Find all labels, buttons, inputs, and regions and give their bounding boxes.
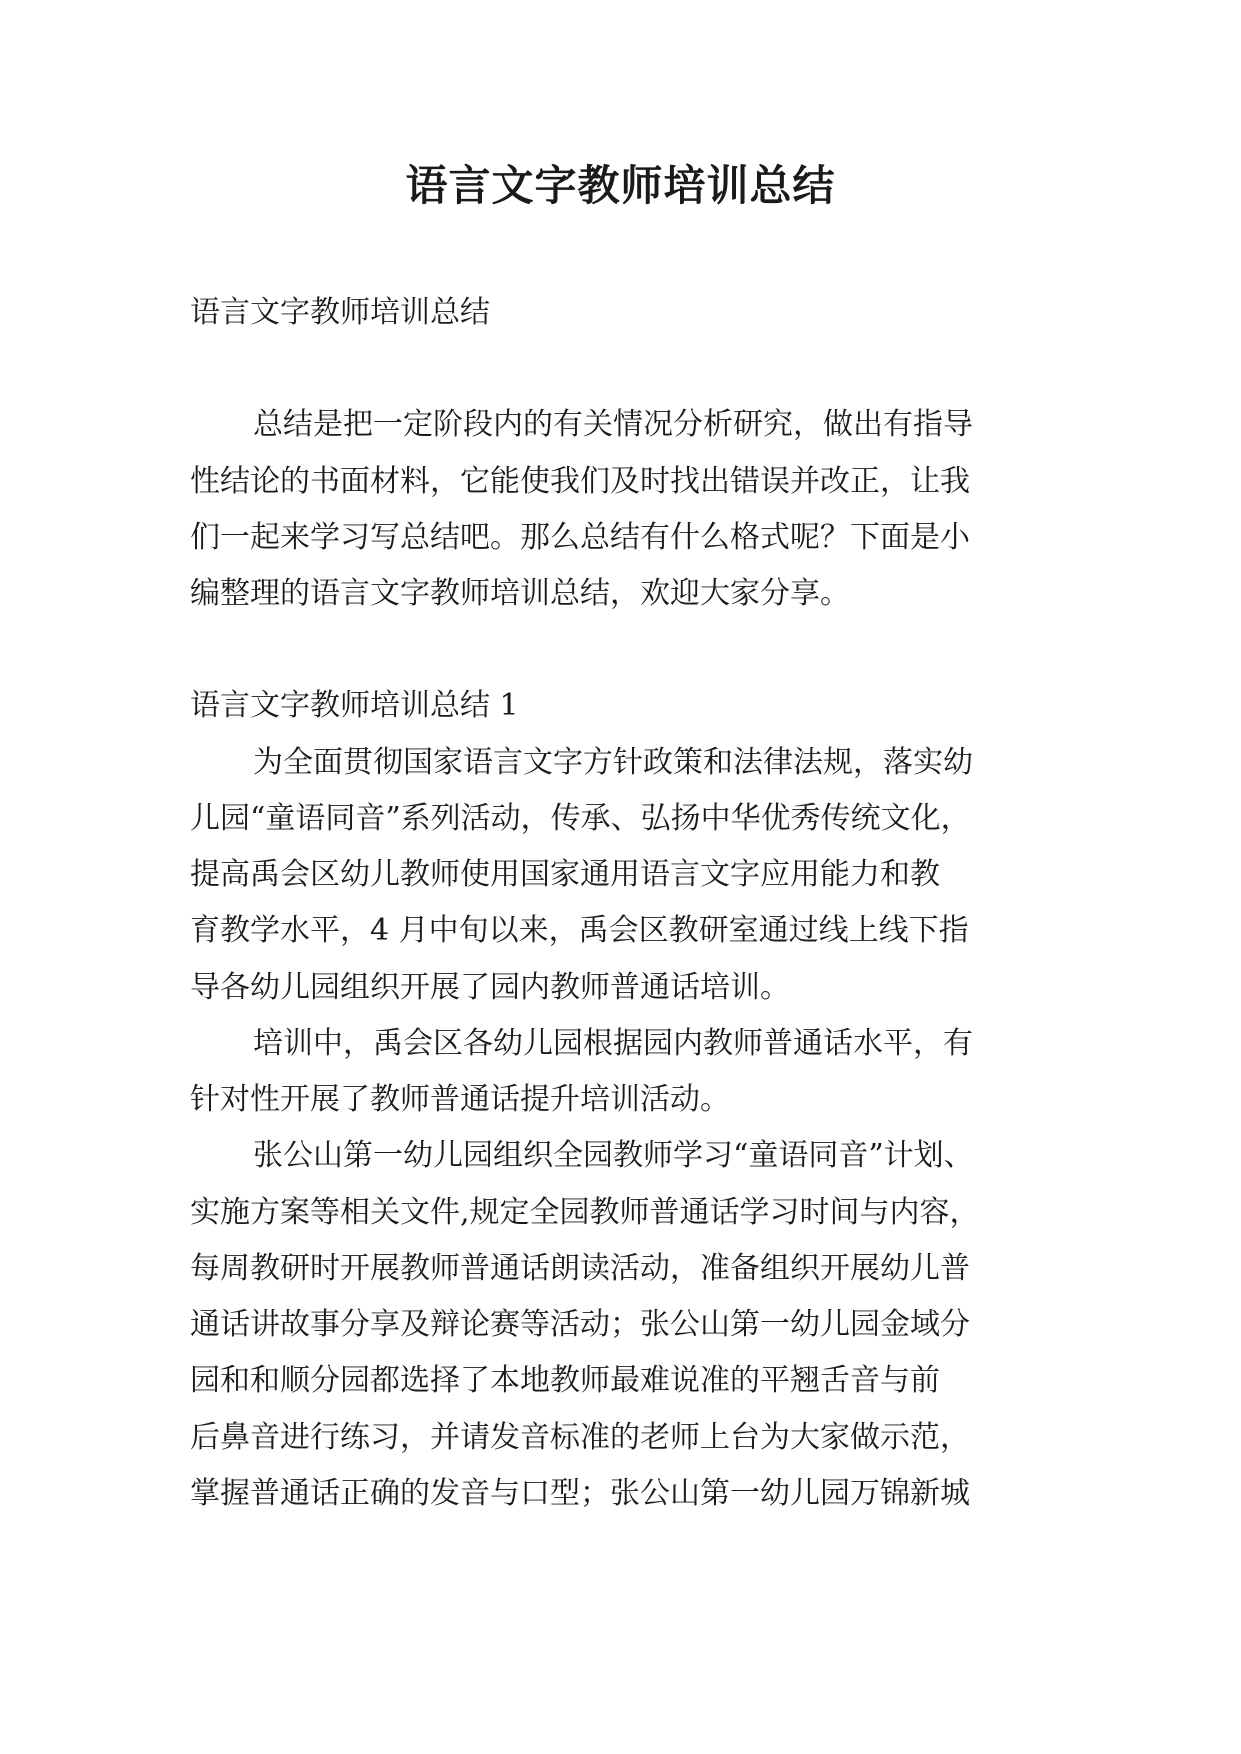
paragraph-line: 为全面贯彻国家语言文字方针政策和法律法规，落实幼 (253, 745, 973, 780)
intro-line: 性结论的书面材料，它能使我们及时找出错误并改正，让我 (190, 464, 970, 499)
document-title: 语言文字教师培训总结 (405, 161, 836, 210)
paragraph-line: 培训中，禹会区各幼儿园根据园内教师普通话水平，有 (253, 1026, 973, 1061)
paragraph-line: 每周教研时开展教师普通话朗读活动，准备组织开展幼儿普 (190, 1251, 970, 1286)
paragraph-line: 育教学水平，4 月中旬以来，禹会区教研室通过线上线下指 (190, 913, 969, 948)
paragraph-line: 园和和顺分园都选择了本地教师最难说准的平翘舌音与前 (190, 1363, 940, 1398)
paragraph-line: 儿园“童语同音”系列活动，传承、弘扬中华优秀传统文化， (190, 801, 971, 836)
intro-line: 编整理的语言文字教师培训总结，欢迎大家分享。 (190, 576, 850, 611)
section-heading: 语言文字教师培训总结 1 (190, 688, 519, 723)
paragraph-line: 通话讲故事分享及辩论赛等活动；张公山第一幼儿园金域分 (190, 1307, 970, 1342)
document-subtitle: 语言文字教师培训总结 (190, 295, 490, 330)
paragraph-line: 导各幼儿园组织开展了园内教师普通话培训。 (190, 970, 790, 1005)
paragraph-line: 提高禹会区幼儿教师使用国家通用语言文字应用能力和教 (190, 857, 940, 892)
paragraph-line: 张公山第一幼儿园组织全园教师学习“童语同音”计划、 (253, 1138, 974, 1173)
intro-line: 们一起来学习写总结吧。那么总结有什么格式呢？下面是小 (190, 520, 970, 555)
paragraph-line: 实施方案等相关文件,规定全园教师普通话学习时间与内容， (190, 1195, 980, 1230)
paragraph-line: 针对性开展了教师普通话提升培训活动。 (190, 1082, 730, 1117)
intro-line: 总结是把一定阶段内的有关情况分析研究，做出有指导 (253, 407, 973, 442)
paragraph-line: 掌握普通话正确的发音与口型；张公山第一幼儿园万锦新城 (190, 1476, 970, 1511)
paragraph-line: 后鼻音进行练习，并请发音标准的老师上台为大家做示范， (190, 1420, 970, 1455)
